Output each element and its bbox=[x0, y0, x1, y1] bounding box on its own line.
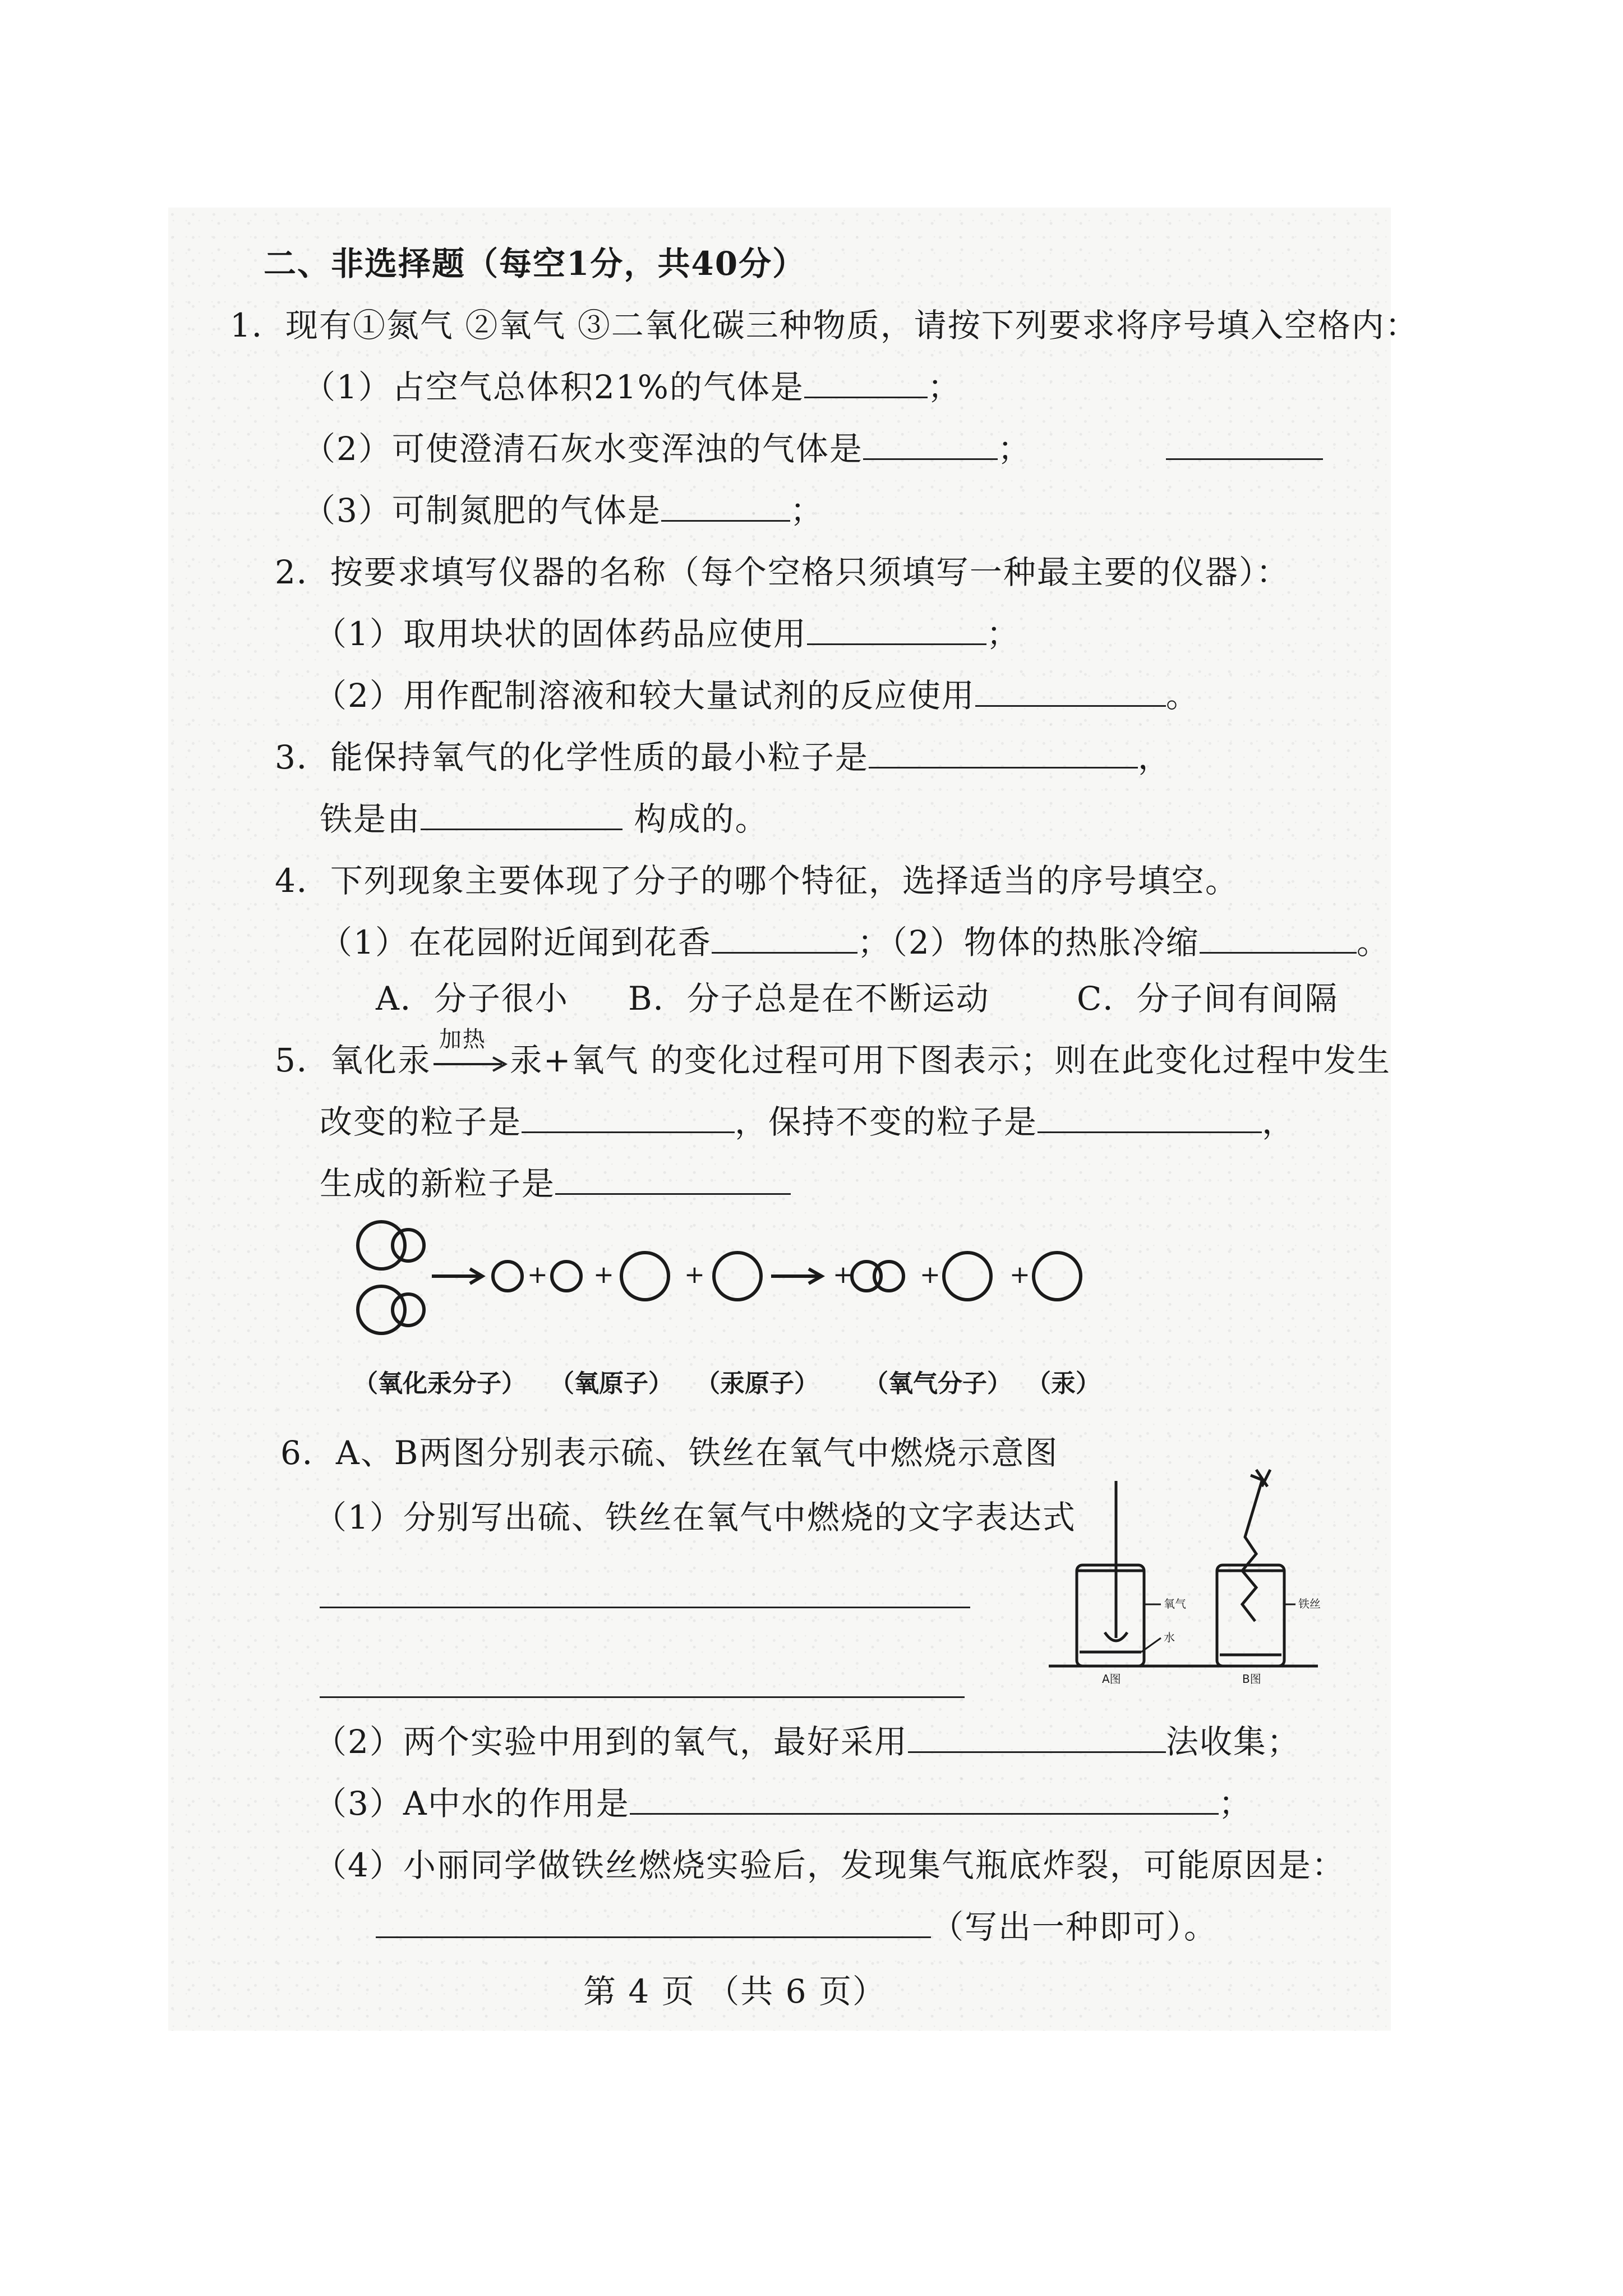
fig-label-b: B图 bbox=[1242, 1672, 1261, 1686]
caption-oxygen-atom: （氧原子） bbox=[550, 1369, 673, 1398]
answer-blank[interactable] bbox=[555, 1165, 791, 1195]
answer-blank[interactable] bbox=[804, 369, 928, 398]
answer-blank[interactable] bbox=[522, 1103, 735, 1133]
q3-line1-text: 3．能保持氧气的化学性质的最小粒子是 bbox=[275, 738, 869, 776]
mercury-atom bbox=[358, 1222, 405, 1269]
q5-line3 bbox=[320, 1161, 791, 1206]
mercury-atom bbox=[1034, 1253, 1081, 1300]
q6-part3: （3）A中水的作用是 ； bbox=[314, 1784, 1252, 1823]
oxygen-atom bbox=[874, 1262, 903, 1291]
section-title: 二、非选择题（每空1分，共40分） bbox=[264, 245, 806, 283]
svg-text:+: + bbox=[593, 1260, 614, 1289]
q6-stem: 6．A、B两图分别表示硫、铁丝在氧气中燃烧示意图 bbox=[280, 1434, 1059, 1472]
q1-part3: （3）可制氮肥的气体是 ； bbox=[303, 491, 824, 530]
oxygen-atom bbox=[393, 1294, 424, 1326]
q3-line2a: 铁是由 bbox=[320, 800, 421, 838]
q2-part1: （1）取用块状的固体药品应使用 ； bbox=[314, 615, 1020, 653]
fig-label-iron: 铁丝 bbox=[1298, 1597, 1321, 1611]
q2-stem: 2．按要求填写仪器的名称（每个空格只须填写一种最主要的仪器）： bbox=[275, 553, 1290, 591]
answer-blank[interactable] bbox=[1166, 430, 1323, 460]
q3-line1: 3．能保持氧气的化学性质的最小粒子是 ， bbox=[275, 738, 1172, 776]
reaction-condition: 加热 bbox=[439, 1026, 486, 1052]
q4-parts: （1）在花园附近闻到花香 ；（2）物体的热胀冷缩 。 bbox=[320, 923, 1390, 961]
q2-part2-text: （2）用作配制溶液和较大量试剂的反应使用 bbox=[314, 677, 975, 715]
q4-option-b: B．分子总是在不断运动 bbox=[628, 979, 990, 1018]
apparatus-figure bbox=[1049, 1458, 1329, 1700]
mercury-atom bbox=[358, 1286, 405, 1333]
q4-part1-text: （1）在花园附近闻到花香 bbox=[320, 923, 712, 961]
answer-blank[interactable] bbox=[712, 924, 857, 954]
q4-option-c: C．分子间有间隔 bbox=[1077, 979, 1339, 1018]
fig-label-oxygen: 氧气 bbox=[1164, 1597, 1186, 1611]
q5-line3-text: 生成的新粒子是 bbox=[320, 1165, 556, 1203]
q5-line2a: 改变的粒子是 bbox=[320, 1103, 522, 1141]
q6-part4-answer bbox=[376, 1904, 1218, 1949]
q1-part1: （1）占空气总体积21%的气体是 ； bbox=[303, 368, 961, 406]
answer-blank[interactable] bbox=[320, 1604, 970, 1608]
q6-part3-text: （3）A中水的作用是 bbox=[314, 1784, 630, 1823]
q4-part2-text: ；（2）物体的热胀冷缩 bbox=[857, 923, 1200, 961]
q6-part4: （4）小丽同学做铁丝燃烧实验后，发现集气瓶底炸裂，可能原因是： bbox=[314, 1846, 1345, 1884]
answer-blank[interactable] bbox=[320, 1694, 965, 1698]
q5-rest: 汞+氧气 的变化过程可用下图表示；则在此变化过程中发生 bbox=[509, 1041, 1391, 1079]
mercury-atom bbox=[714, 1253, 761, 1300]
answer-blank[interactable] bbox=[421, 800, 623, 830]
q2-part1-text: （1）取用块状的固体药品应使用 bbox=[314, 615, 807, 653]
particle-diagram bbox=[348, 1206, 1133, 1358]
q1-part3-text: （3）可制氮肥的气体是 bbox=[303, 491, 661, 530]
answer-blank[interactable] bbox=[1038, 1103, 1262, 1133]
answer-blank[interactable] bbox=[908, 1723, 1166, 1753]
answer-blank[interactable] bbox=[869, 739, 1138, 769]
svg-text:+: + bbox=[833, 1260, 854, 1289]
q5-line2b: ，保持不变的粒子是 bbox=[735, 1103, 1038, 1141]
q1-part2-text: （2）可使澄清石灰水变浑浊的气体是 bbox=[303, 430, 863, 468]
answer-blank[interactable] bbox=[807, 615, 986, 645]
svg-text:+: + bbox=[527, 1260, 548, 1289]
q4-option-a: A．分子很小 bbox=[376, 979, 569, 1018]
answer-blank[interactable] bbox=[630, 1785, 1219, 1815]
answer-blank[interactable] bbox=[376, 1908, 931, 1938]
q1-part2: （2）可使澄清石灰水变浑浊的气体是 ； bbox=[303, 426, 1323, 471]
answer-blank[interactable] bbox=[661, 492, 790, 522]
svg-text:+: + bbox=[1009, 1260, 1030, 1289]
caption-mercury: （汞） bbox=[1026, 1369, 1100, 1398]
oxygen-atom bbox=[552, 1262, 581, 1291]
caption-oxygen-molecule: （氧气分子） bbox=[864, 1369, 1012, 1398]
q1-part1-text: （1）占空气总体积21%的气体是 bbox=[303, 368, 804, 406]
svg-text:+: + bbox=[684, 1260, 705, 1289]
reaction-arrow bbox=[431, 1026, 510, 1080]
answer-blank[interactable] bbox=[1200, 924, 1357, 954]
q3-line2 bbox=[320, 797, 768, 841]
q6-part4-tail: （写出一种即可）。 bbox=[931, 1908, 1218, 1946]
svg-text:+: + bbox=[920, 1260, 940, 1289]
mercury-atom bbox=[944, 1253, 991, 1300]
fig-label-water: 水 bbox=[1164, 1631, 1175, 1644]
q1-stem: 1．现有①氮气 ②氧气 ③二氧化碳三种物质，请按下列要求将序号填入空格内： bbox=[230, 306, 1419, 344]
page-footer: 第 4 页 （共 6 页） bbox=[583, 1972, 886, 2010]
q6-part2 bbox=[314, 1719, 1301, 1764]
oxygen-atom bbox=[393, 1230, 424, 1261]
q2-part2: （2）用作配制溶液和较大量试剂的反应使用 。 bbox=[314, 677, 1200, 715]
fig-label-a: A图 bbox=[1102, 1672, 1121, 1686]
answer-blank[interactable] bbox=[975, 677, 1166, 707]
q5-line1 bbox=[275, 1026, 1391, 1083]
q6-part2a: （2）两个实验中用到的氧气，最好采用 bbox=[314, 1723, 908, 1761]
caption-mercury-atom: （汞原子） bbox=[695, 1369, 819, 1398]
q5-lead: 5．氧化汞 bbox=[275, 1041, 431, 1079]
mercury-atom bbox=[621, 1253, 668, 1300]
q4-stem: 4．下列现象主要体现了分子的哪个特征，选择适当的序号填空。 bbox=[275, 862, 1239, 900]
q3-line2b: 构成的。 bbox=[634, 800, 769, 838]
answer-blank[interactable] bbox=[863, 430, 998, 460]
q6-part2b: 法收集； bbox=[1165, 1723, 1301, 1761]
caption-mercury-oxide-molecule: （氧化汞分子） bbox=[353, 1369, 526, 1398]
oxygen-atom bbox=[493, 1262, 522, 1291]
q5-line2: 改变的粒子是 ，保持不变的粒子是 ， bbox=[320, 1103, 1296, 1141]
q6-part1: （1）分别写出硫、铁丝在氧气中燃烧的文字表达式 bbox=[314, 1498, 1076, 1536]
